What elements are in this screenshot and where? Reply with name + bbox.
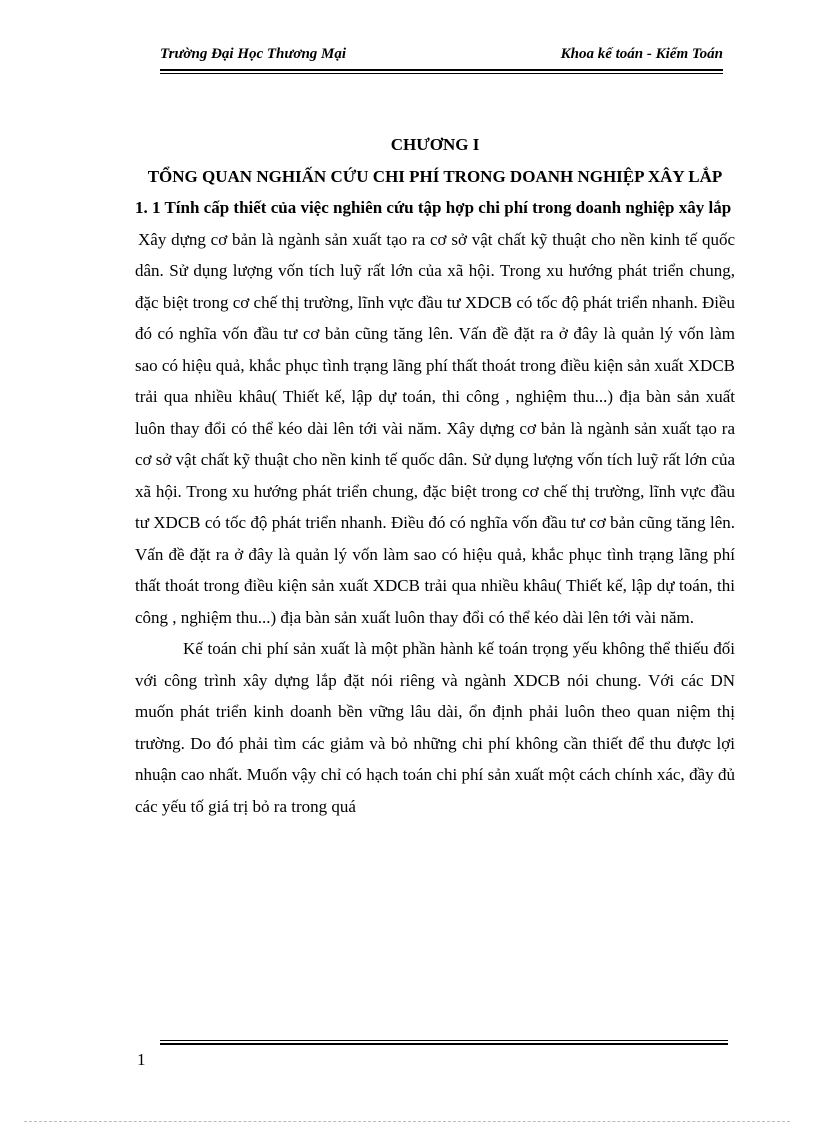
body-paragraph-2: Kế toán chi phí sản xuất là một phần hành kế toán trọng yếu không thể thiếu đối với công trình xây dựng lắp đặt nói riêng và ngành XDCB nói chung. Với các DN muốn phát triển kinh doanh bền vững lâu dài, ổn định phải luôn theo quan niệm thị trường. Do đó phải tìm các giảm và bỏ những chi phí không cần thiết để thu được lợi nhuận cao nhất. Muốn vậy chỉ có hạch toán chi phí sản xuất một cách chính xác, đầy đủ các yếu tố giá trị bỏ ra trong quá	[135, 639, 735, 816]
body-paragraph-1: Xây dựng cơ bản là ngành sản xuất tạo ra cơ sở vật chất kỹ thuật cho nền kinh tế quốc dân. Sử dụng lượng vốn tích luỹ rất lớn của xã hội. Trong xu hướng phát triển chung, đặc biệt trong cơ chế thị trường, lĩnh vực đầu tư XDCB có tốc độ phát triển nhanh. Điều đó có nghĩa vốn đầu tư cơ bản cũng tăng lên. Vấn đề đặt ra ở đây là quản lý vốn làm sao có hiệu quả, khắc phục tình trạng lãng phí thất thoát trong điều kiện sản xuất XDCB trải qua nhiều khâu( Thiết kế, lập dự toán, thi công , nghiệm thu...) địa bàn sản xuất luôn thay đổi có thể kéo dài lên tới vài năm. Xây dựng cơ bản là ngành sản xuất tạo ra cơ sở vật chất kỹ thuật cho nền kinh tế quốc dân. Sử dụng lượng vốn tích luỹ rất lớn của xã hội. Trong xu hướng phát triển chung, đặc biệt trong cơ chế thị trường, lĩnh vực đầu tư XDCB có tốc độ phát triển nhanh. Điều đó có nghĩa vốn đầu tư cơ bản cũng tăng lên. Vấn đề đặt ra ở đây là quản lý vốn làm sao có hiệu quả, khắc phục tình trạng lãng phí thất thoát trong điều kiện sản xuất XDCB trải qua nhiều khâu( Thiết kế, lập dự toán, thi công , nghiệm thu...) địa bàn sản xuất luôn thay đổi có thể kéo dài lên tới vài năm.	[135, 229, 735, 627]
page-body	[135, 129, 735, 822]
page-number: 1	[137, 1050, 146, 1069]
chapter-number: CHƯƠNG I	[390, 135, 480, 154]
footer-rule-thin	[160, 1040, 728, 1041]
page-break-line	[24, 1121, 790, 1122]
header-department: Khoa kế toán - Kiểm Toán	[560, 46, 723, 62]
header-school-name: Trường Đại Học Thương Mại	[160, 46, 347, 62]
section-heading: 1. 1 Tính cấp thiết của việc nghiên cứu tập hợp chi phí trong doanh nghiệp xây lắp	[135, 198, 732, 217]
footer-rule-thick	[160, 1043, 728, 1045]
header-rule-thick	[160, 69, 723, 71]
chapter-title: TỔNG QUAN NGHIẤN CỨU CHI PHÍ TRONG DOANH NGHIỆP XÂY LẮP	[147, 166, 723, 186]
header-rule-thin	[160, 73, 723, 74]
